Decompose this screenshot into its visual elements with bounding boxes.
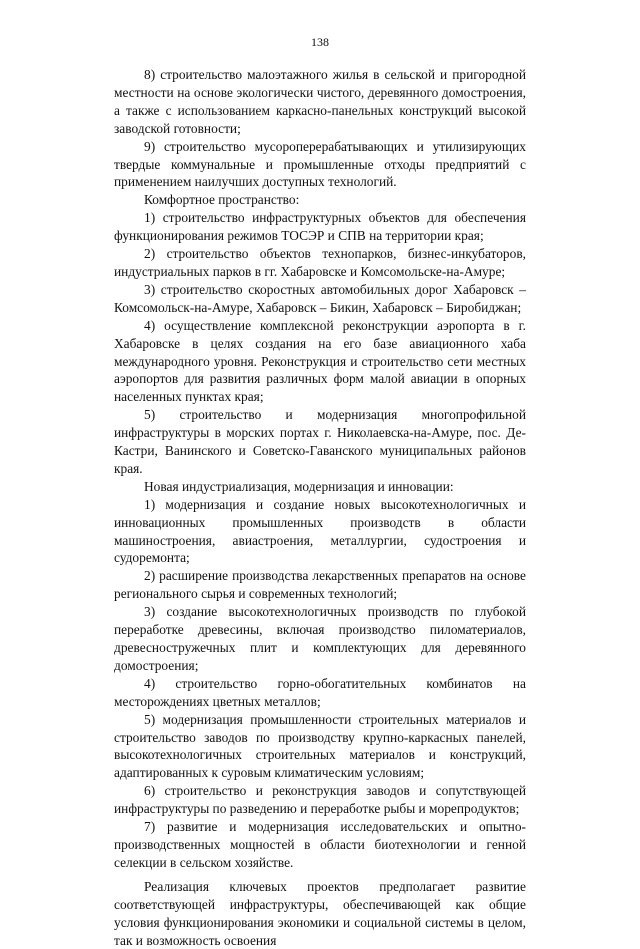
section-heading: Комфортное пространство:: [144, 192, 300, 208]
paragraph: 5) строительство и модернизация многопрофильной инфраструктуры в морских портах г. Николаевска-на-Амуре, пос. Де-Кастри, Ванинского и Советско-Гаванского муниципальных районов края.: [114, 407, 526, 476]
paragraph: 2) расширение производства лекарственных препаратов на основе регионального сырья и современных технологий;: [114, 568, 526, 602]
paragraph: 4) строительство горно-обогатительных комбинатов на месторождениях цветных металлов;: [114, 675, 526, 709]
paragraph: 2) строительство объектов технопарков, бизнес-инкубаторов, индустриальных парков в гг. Хабаровске и Комсомольске-на-Амуре;: [114, 246, 526, 279]
paragraph: 4) осуществление комплексной реконструкции аэропорта в г. Хабаровске в целях создания на его базе авиационного хаба международного уровня. Реконструкция и строительство сети местных аэропортов для развития различных форм малой авиации в опорных населенных пунктах края;: [114, 317, 526, 405]
paragraph: 1) модернизация и создание новых высокотехнологичных и инновационных промышленных производств в области машиностроения, авиастроения, металлургии, судостроения и судоремонта;: [114, 496, 526, 566]
paragraph: 8) строительство малоэтажного жилья в сельской и пригородной местности на основе экологически чистого, деревянного домостроения, а также с использованием каркасно-панельных конструкций высокой заводской готовности;: [114, 67, 526, 136]
paragraph: 7) развитие и модернизация исследовательских и опытно-производственных мощностей в области биотехнологии и генной селекции в сельском хозяйстве.: [114, 819, 526, 870]
document-body: [114, 66, 526, 949]
section-heading: Новая индустриализация, модернизация и инновации:: [144, 478, 454, 494]
paragraph: 1) строительство инфраструктурных объектов для обеспечения функционирования режимов ТОСЭР и СПВ на территории края;: [114, 210, 526, 244]
paragraph: Реализация ключевых проектов предполагает развитие соответствующей инфраструктуры, обеспечивающей как общие условия функционирования экономики и социальной системы в целом, так и возможность освоения: [114, 878, 526, 948]
paragraph: 3) создание высокотехнологичных производств по глубокой переработке древесины, включая производство пиломатериалов, древесностружечных плит и комплектующих для деревянного домостроения;: [114, 604, 526, 673]
paragraph: 5) модернизация промышленности строительных материалов и строительство заводов по производству крупно-каркасных панелей, высокотехнологичных строительных материалов и конструкций, адаптированных к суровым климатическим условиям;: [114, 711, 526, 781]
page-number: 138: [311, 35, 329, 49]
paragraph: 9) строительство мусороперерабатывающих и утилизирующих твердые коммунальные и промышленные отходы предприятий с применением наилучших доступных технологий.: [114, 138, 526, 190]
paragraph: 6) строительство и реконструкция заводов и сопутствующей инфраструктуры по разведению и переработке рыбы и морепродуктов;: [114, 783, 526, 817]
paragraph: 3) строительство скоростных автомобильных дорог Хабаровск – Комсомольск-на-Амуре, Хабаровск – Бикин, Хабаровск – Биробиджан;: [114, 281, 526, 315]
